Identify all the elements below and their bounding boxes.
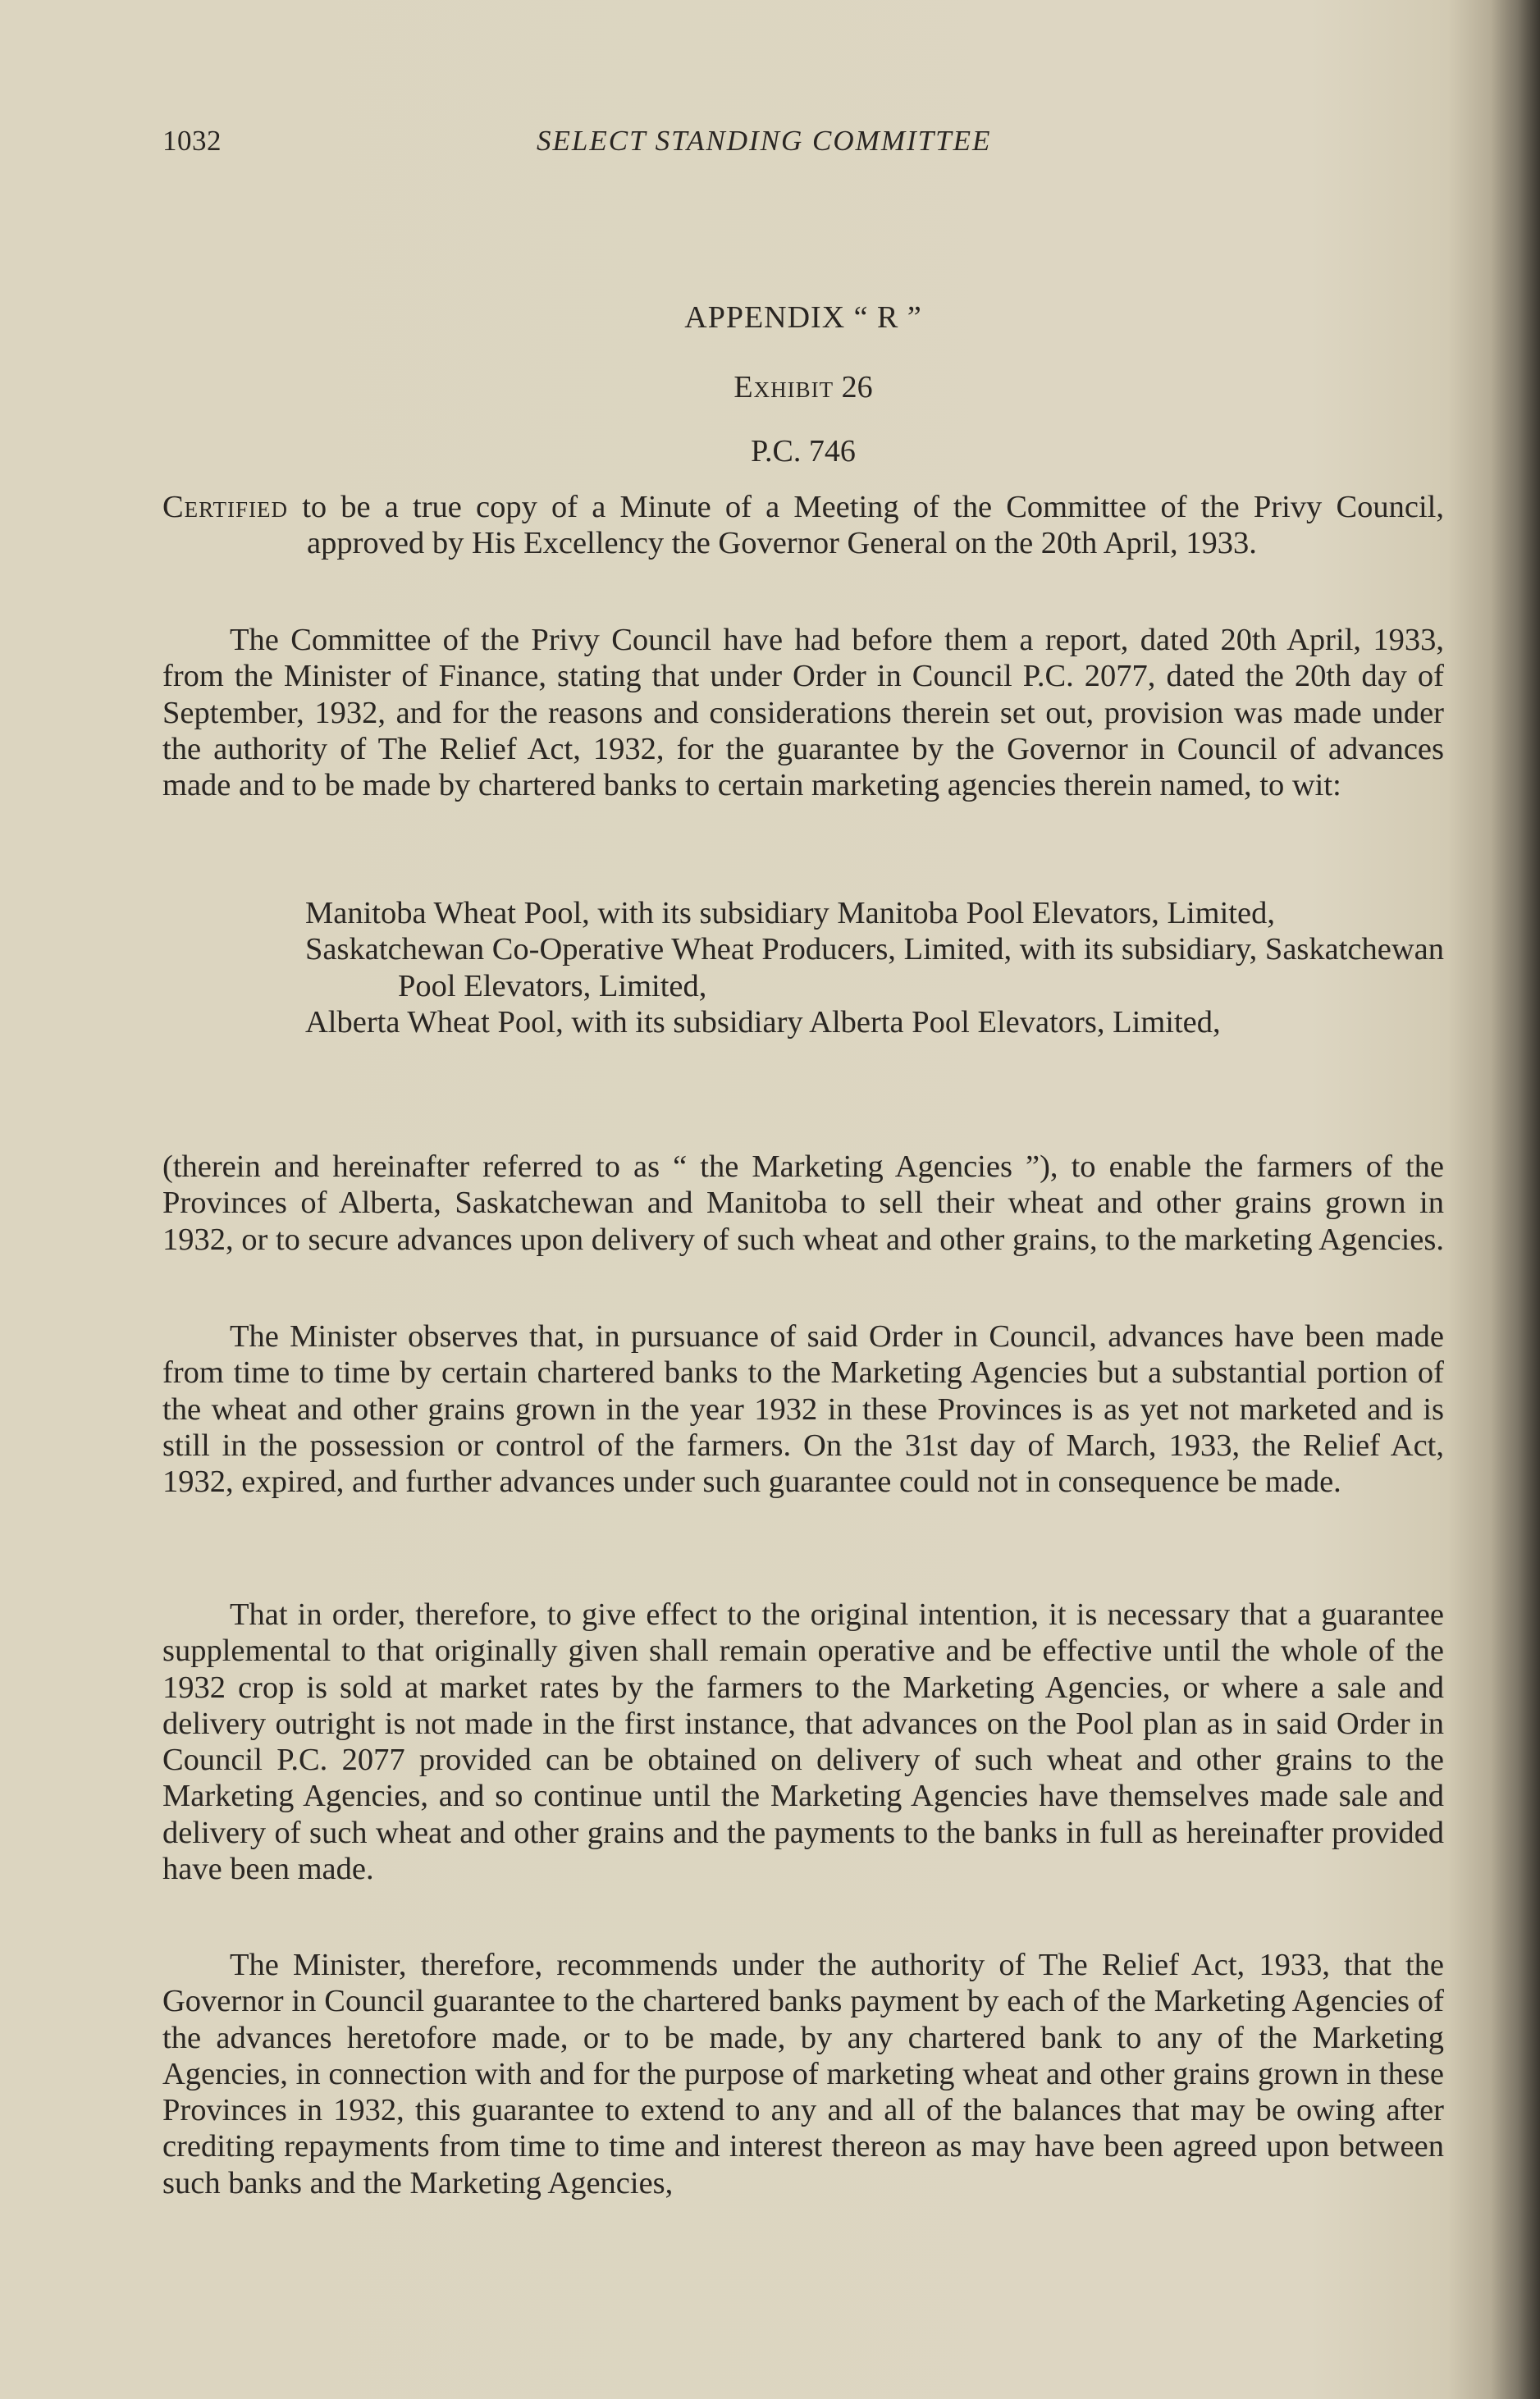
paragraph-marketing-agencies: (therein and hereinafter referred to as “ the Marketing Agencies ”), to enable the farmers of the Provinces of Alberta, Saskatchewan and Manitoba to sell their wheat and other grains grown in 1932, or to secure advances upon delivery of such wheat and other grains, to the marketing Agencies. — [162, 1149, 1444, 1257]
exhibit-label: Exhibit — [733, 370, 834, 404]
list-item: Saskatchewan Co-Operative Wheat Producers, Limited, with its subsidiary, Saskatchewan Pool Elevators, Limited, — [305, 932, 1444, 1003]
exhibit-number: 26 — [841, 370, 873, 404]
list-item: Manitoba Wheat Pool, with its subsidiary Manitoba Pool Elevators, Limited, — [305, 896, 1275, 930]
exhibit-heading — [162, 369, 1444, 405]
list-item: Alberta Wheat Pool, with its subsidiary Alberta Pool Elevators, Limited, — [305, 1004, 1221, 1040]
appendix-title: APPENDIX “ R ” — [684, 300, 922, 335]
running-head — [162, 125, 1442, 166]
paragraph-original-intention: That in order, therefore, to give effect to the original intention, it is necessary that a guarantee supplemental to that originally given shall remain operative and be effective until the whole of the 1932 crop is sold at market rates by the farmers to the Marketing Agencies, or where a sale and delivery outright is not made in the first instance, that advances on the Pool plan as in said Order in Council P.C. 2077 provided can be obtained on delivery of such wheat and other grains to the Marketing Agencies, and so continue until the Marketing Agencies have themselves made sale and delivery of such wheat and other grains and the payments to the banks in full as hereinafter provided have been made. — [162, 1597, 1444, 1887]
order-in-council-number: P.C. 746 — [751, 434, 856, 468]
paragraph-recommendation: The Minister, therefore, recommends under the authority of The Relief Act, 1933, that the Governor in Council guarantee to the chartered banks payment by each of the Marketing Agencies of the advances heretofore made, or to be made, by any chartered bank to any of the Marketing Agencies, in connection with and for the purpose of marketing wheat and other grains grown in these Provinces in 1932, this guarantee to extend to any and all of the balances that may be owing after crediting repayments from time to time and interest thereon as may have been agreed upon between such banks and the Marketing Agencies, — [162, 1948, 1444, 2200]
running-head-title: SELECT STANDING COMMITTEE — [537, 125, 992, 157]
certified-paragraph — [162, 489, 1444, 562]
paragraph-report: The Committee of the Privy Council have had before them a report, dated 20th April, 1933, from the Minister of Finance, stating that under Order in Council P.C. 2077, dated the 20th day of September, 1932, and for the reasons and considerations therein set out, provision was made under the authority of The Relief Act, 1932, for the guarantee by the Governor in Council of advances made and to be made by chartered banks to certain marketing agencies therein named, to wit: — [162, 623, 1444, 803]
certified-text: to be a true copy of a Minute of a Meeting of the Committee of the Privy Council, approved by His Excellency the Governor General on the 20th April, 1933. — [288, 490, 1444, 561]
marketing-agencies-list — [305, 895, 1444, 1040]
paragraph-minister-observes: The Minister observes that, in pursuance of said Order in Council, advances have been made from time to time by certain chartered banks to the Marketing Agencies but a substantial portion of the wheat and other grains grown in the year 1932 in these Provinces is as yet not marketed and is still in the possession or control of the farmers. On the 31st day of March, 1933, the Relief Act, 1932, expired, and further advances under such guarantee could not in consequence be made. — [162, 1319, 1444, 1500]
binding-shadow — [1491, 0, 1540, 2399]
page-number: 1032 — [162, 125, 222, 157]
certified-lead: Certified — [162, 490, 289, 524]
